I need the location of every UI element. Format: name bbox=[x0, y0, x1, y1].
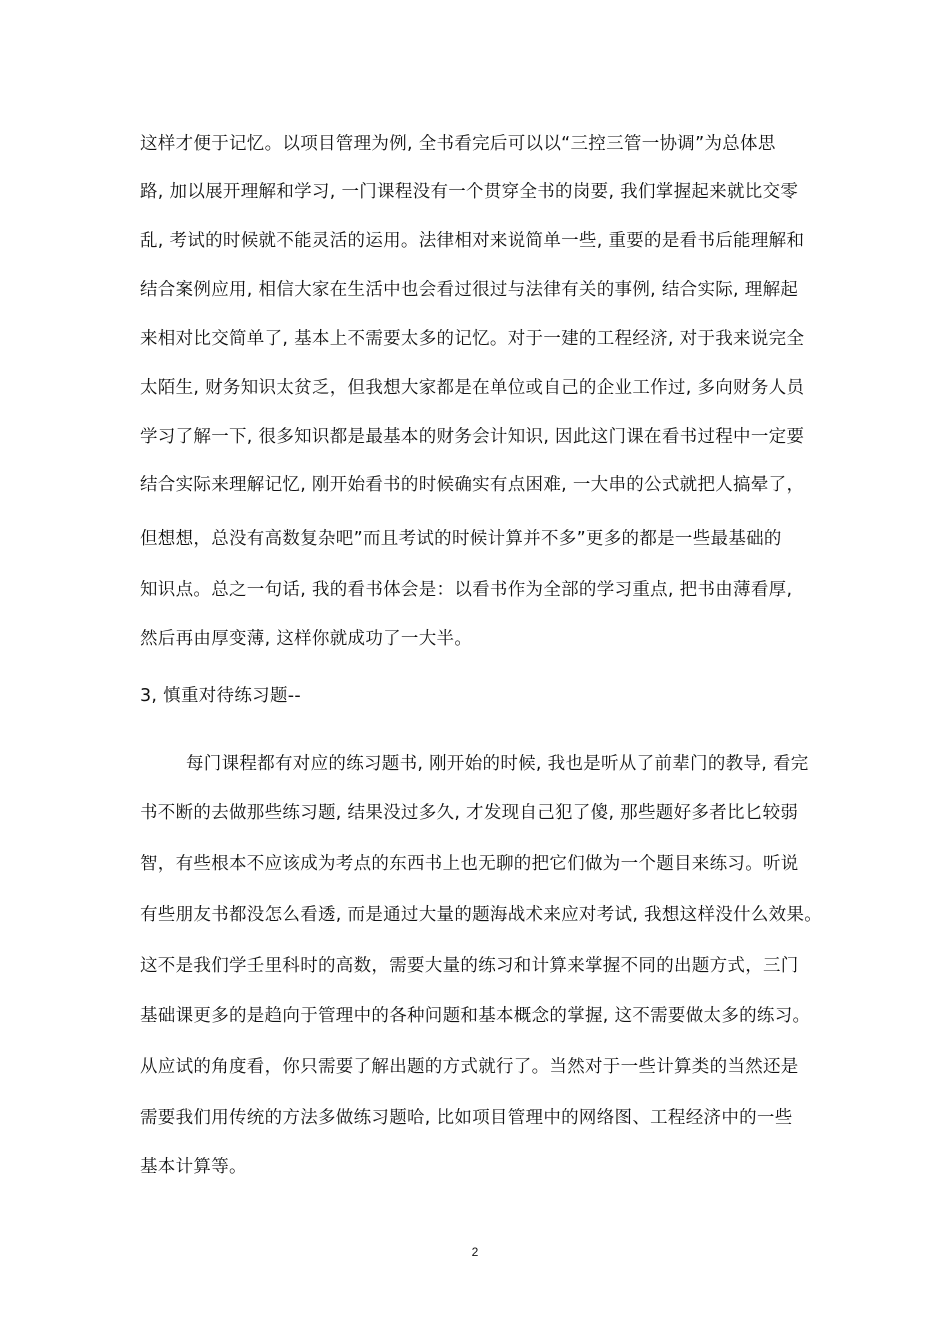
paragraph-1-line-9: 但想想，总没有高数复杂吧”而且考试的时候计算并不多”更多的都是一些最基础的 bbox=[140, 529, 782, 549]
paragraph-1-line-10: 知识点。总之一句话, 我的看书体会是：以看书作为全部的学习重点, 把书由薄看厚, bbox=[140, 580, 793, 600]
paragraph-2-line-6: 基础课更多的是趋向于管理中的各种问题和基本概念的掌握, 这不需要做太多的练习。 bbox=[140, 1006, 811, 1026]
page-number: 2 bbox=[471, 1245, 479, 1259]
paragraph-1-line-8: 结合实际来理解记忆, 刚开始看书的时候确实有点困难, 一大串的公式就把人搞晕了， bbox=[140, 475, 805, 495]
paragraph-2-line-3: 智，有些根本不应该成为考点的东西书上也无聊的把它们做为一个题目来练习。听说 bbox=[140, 854, 799, 874]
paragraph-1-line-5: 来相对比交简单了, 基本上不需要太多的记忆。对于一建的工程经济, 对于我来说完全 bbox=[140, 329, 805, 349]
section-heading: 3, 慎重对待练习题-- bbox=[140, 686, 301, 706]
paragraph-2-line-4: 有些朋友书都没怎么看透, 而是通过大量的题海战术来应对考试, 我想这样没什么效果。 bbox=[140, 905, 823, 925]
paragraph-1-line-7: 学习了解一下, 很多知识都是最基本的财务会计知识, 因此这门课在看书过程中一定要 bbox=[140, 427, 805, 447]
paragraph-1-line-11: 然后再由厚变薄, 这样你就成功了一大半。 bbox=[140, 629, 473, 649]
paragraph-1-line-2: 路, 加以展开理解和学习, 一门课程没有一个贯穿全书的岗要, 我们掌握起来就比交零 bbox=[140, 182, 799, 202]
paragraph-2-line-9: 基本计算等。 bbox=[140, 1157, 247, 1177]
paragraph-2-line-7: 从应试的角度看，你只需要了解出题的方式就行了。当然对于一些计算类的当然还是 bbox=[140, 1057, 799, 1077]
paragraph-1-line-4: 结合案例应用, 相信大家在生活中也会看过很过与法律有关的事例, 结合实际, 理解起 bbox=[140, 280, 799, 300]
paragraph-1-line-6: 太陌生, 财务知识太贫乏，但我想大家都是在单位或自己的企业工作过, 多向财务人员 bbox=[140, 378, 805, 398]
paragraph-2-line-8: 需要我们用传统的方法多做练习题哈, 比如项目管理中的网络图、工程经济中的一些 bbox=[140, 1108, 793, 1128]
paragraph-2-line-1: 每门课程都有对应的练习题书, 刚开始的时候, 我也是听从了前辈门的教导, 看完 bbox=[186, 754, 809, 774]
paragraph-2-line-2: 书不断的去做那些练习题, 结果没过多久, 才发现自己犯了傻, 那些题好多者比匕较弱 bbox=[140, 803, 799, 823]
paragraph-2-line-5: 这不是我们学壬里科时的高数，需要大量的练习和计算来掌握不同的出题方式，三门 bbox=[140, 956, 799, 976]
paragraph-1-line-1: 这样才便于记忆。以项目管理为例, 全书看完后可以以“三控三管一协调”为总体思 bbox=[140, 134, 776, 154]
paragraph-1-line-3: 乱, 考试的时候就不能灵活的运用。法律相对来说简单一些, 重要的是看书后能理解和 bbox=[140, 231, 805, 251]
